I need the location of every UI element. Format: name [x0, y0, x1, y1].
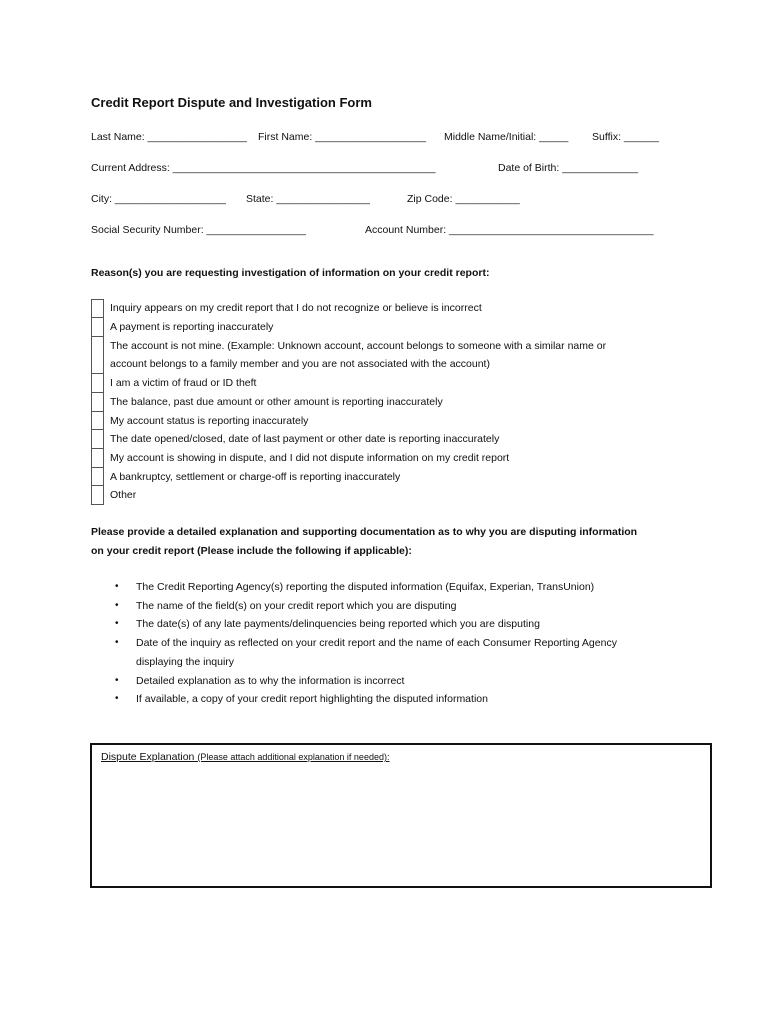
list-item-line: • Date of the inquiry as reflected on your credit report and the name of each Consumer Reporting Agency	[136, 637, 617, 650]
explanation-heading-line1: Please provide a detailed explanation and supporting documentation as to why you are disputing information	[91, 526, 638, 538]
dispute-explanation-input[interactable]	[100, 771, 702, 878]
reason-label: The date opened/closed, date of last payment or other date is reporting inaccurately	[110, 433, 500, 446]
reason-item	[91, 318, 691, 337]
reason-checkbox[interactable]	[91, 337, 104, 374]
reason-label: I am a victim of fraud or ID theft	[110, 377, 257, 390]
reason-checkbox[interactable]	[91, 449, 104, 468]
reason-item	[91, 374, 691, 393]
reason-item	[91, 412, 691, 431]
list-item: • If available, a copy of your credit report highlighting the disputed information	[112, 690, 692, 709]
reason-checkbox[interactable]	[91, 468, 104, 487]
reason-checkbox[interactable]	[91, 412, 104, 431]
list-item: • The date(s) of any late payments/delinquencies being reported which you are disputing	[112, 615, 692, 634]
reason-checkbox[interactable]	[91, 374, 104, 393]
reason-checkbox[interactable]	[91, 393, 104, 412]
city-field[interactable]: City: ___________________	[91, 193, 226, 205]
list-item-line: displaying the inquiry	[136, 655, 235, 668]
dispute-label-text: Dispute Explanation	[101, 751, 195, 763]
suffix-field[interactable]: Suffix: ______	[592, 131, 659, 143]
reason-label: A payment is reporting inaccurately	[110, 321, 274, 333]
current-address-field[interactable]: Current Address: _____________________________________________	[91, 162, 436, 174]
reason-label: A bankruptcy, settlement or charge-off is reporting inaccurately	[110, 470, 401, 483]
list-item: • The Credit Reporting Agency(s) reporting the disputed information (Equifax, Experian, TransUnion)	[112, 578, 692, 597]
dispute-explanation-box	[90, 743, 712, 888]
reason-item	[91, 468, 691, 487]
reason-checkbox[interactable]	[91, 299, 104, 318]
first-name-field[interactable]: First Name: ___________________	[258, 131, 427, 143]
ssn-field[interactable]: Social Security Number: _________________	[91, 224, 306, 236]
reasons-checklist	[91, 299, 691, 505]
list-item: • Detailed explanation as to why the information is incorrect	[112, 672, 692, 691]
form-title: Credit Report Dispute and Investigation Form	[91, 95, 372, 110]
reason-item	[91, 337, 691, 374]
reason-item	[91, 393, 691, 412]
reason-checkbox[interactable]	[91, 486, 104, 505]
supporting-info-list	[112, 578, 692, 709]
reason-checkbox[interactable]	[91, 318, 104, 337]
zip-code-field[interactable]: Zip Code: ___________	[407, 193, 520, 205]
date-of-birth-field[interactable]: Date of Birth: _____________	[498, 162, 639, 174]
reason-label: My account status is reporting inaccurately	[110, 414, 309, 427]
reason-item	[91, 449, 691, 468]
dispute-explanation-label	[101, 751, 389, 763]
account-number-field[interactable]: Account Number: ___________________________________	[365, 224, 654, 236]
reason-label: Inquiry appears on my credit report that I do not recognize or believe is incorrect	[110, 302, 482, 314]
reason-label: The balance, past due amount or other amount is reporting inaccurately	[110, 395, 443, 408]
reason-item	[91, 299, 691, 318]
reason-checkbox[interactable]	[91, 430, 104, 449]
reason-label-line: account belongs to a family member and you are not associated with the account)	[110, 358, 490, 371]
dispute-label-note: (Please attach additional explanation if needed):	[197, 752, 390, 762]
list-item	[112, 634, 692, 671]
reason-item	[91, 486, 691, 505]
last-name-field[interactable]: Last Name: _________________	[91, 131, 247, 143]
list-item: • The name of the field(s) on your credit report which you are disputing	[112, 597, 692, 616]
state-field[interactable]: State: ________________	[246, 193, 370, 205]
reason-label: Other	[110, 489, 137, 502]
reason-item	[91, 430, 691, 449]
explanation-heading-line2: on your credit report (Please include the following if applicable):	[91, 545, 412, 557]
reason-label: My account is showing in dispute, and I did not dispute information on my credit report	[110, 451, 510, 464]
middle-name-field[interactable]: Middle Name/Initial: _____	[444, 131, 569, 143]
reasons-heading: Reason(s) you are requesting investigation of information on your credit report:	[91, 267, 490, 279]
reason-label-line: The account is not mine. (Example: Unknown account, account belongs to someone with a similar name or	[110, 339, 607, 352]
reason-label	[110, 337, 606, 374]
